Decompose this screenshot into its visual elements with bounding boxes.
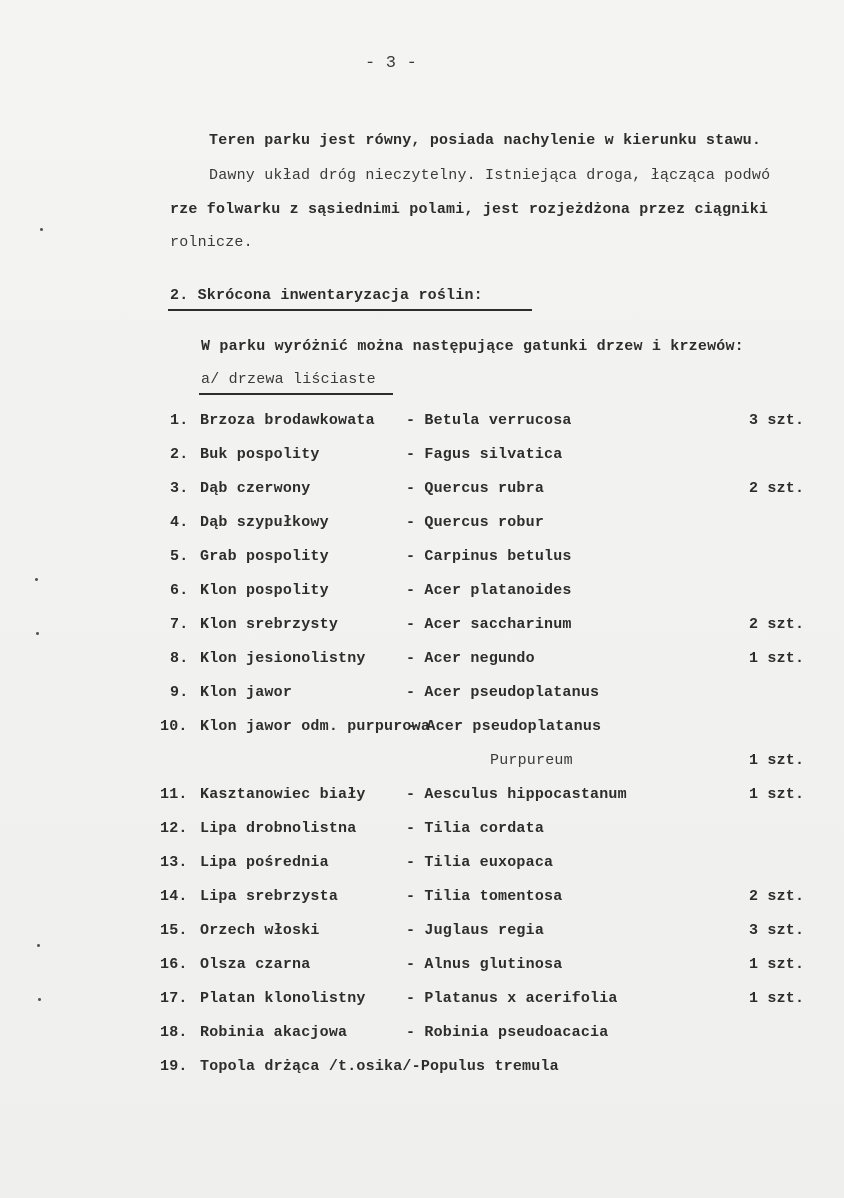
tree-polish-name: Kasztanowiec biały [200, 786, 366, 803]
tree-latin-name: - Juglaus regia [406, 922, 545, 939]
tree-number: 17. [160, 990, 188, 1007]
intro-line-4: rolnicze. [170, 234, 253, 251]
tree-polish-name: Olsza czarna [200, 956, 311, 973]
intro-line-3: rze folwarku z sąsiednimi polami, jest rozjeżdżona przez ciągniki [170, 201, 769, 218]
tree-latin-name-cont: Purpureum [490, 752, 573, 769]
tree-number: 2. [170, 446, 189, 463]
margin-speck [40, 228, 43, 231]
tree-number: 7. [170, 616, 189, 633]
tree-number: 13. [160, 854, 188, 871]
section-lead: W parku wyróżnić można następujące gatunki drzew i krzewów: [201, 338, 744, 355]
subheading-underline [199, 393, 393, 395]
tree-polish-name: Buk pospolity [200, 446, 320, 463]
tree-latin-name: - Acer pseudoplatanus [408, 718, 602, 735]
tree-polish-name: Klon pospolity [200, 582, 329, 599]
tree-polish-name: Lipa pośrednia [200, 854, 329, 871]
tree-polish-name: Grab pospolity [200, 548, 329, 565]
tree-latin-name: - Aesculus hippocastanum [406, 786, 627, 803]
tree-polish-name: Robinia akacjowa [200, 1024, 348, 1041]
tree-number: 9. [170, 684, 189, 701]
tree-latin-name: - Fagus silvatica [406, 446, 563, 463]
tree-number: 6. [170, 582, 189, 599]
tree-latin-name: - Acer pseudoplatanus [406, 684, 600, 701]
tree-number: 11. [160, 786, 188, 803]
intro-line-2: Dawny układ dróg nieczytelny. Istniejąca droga, łącząca podwó [209, 167, 771, 184]
tree-polish-name: Klon srebrzysty [200, 616, 339, 633]
tree-count: 1 szt. [749, 956, 805, 973]
tree-number: 10. [160, 718, 188, 735]
section-heading-underline [168, 309, 532, 311]
subheading: a/ drzewa liściaste [201, 371, 376, 388]
tree-latin-name: - Quercus rubra [406, 480, 545, 497]
tree-latin-name: - Quercus robur [406, 514, 545, 531]
tree-polish-name: Brzoza brodawkowata [200, 412, 375, 429]
tree-count: 1 szt. [749, 990, 805, 1007]
tree-number: 4. [170, 514, 189, 531]
tree-count: 1 szt. [749, 752, 805, 769]
tree-number: 19. [160, 1058, 188, 1075]
tree-latin-name: - Acer platanoides [406, 582, 572, 599]
tree-polish-name: Orzech włoski [200, 922, 320, 939]
tree-polish-name: Klon jesionolistny [200, 650, 366, 667]
tree-count: 1 szt. [749, 786, 805, 803]
tree-latin-name: - Carpinus betulus [406, 548, 572, 565]
tree-polish-name: Klon jawor [200, 684, 293, 701]
tree-polish-name: Lipa srebrzysta [200, 888, 339, 905]
tree-count: 1 szt. [749, 650, 805, 667]
tree-polish-name: Dąb czerwony [200, 480, 311, 497]
tree-latin-name: - Betula verrucosa [406, 412, 572, 429]
tree-number: 3. [170, 480, 189, 497]
tree-number: 14. [160, 888, 188, 905]
tree-count: 2 szt. [749, 616, 805, 633]
tree-latin-name: - Tilia tomentosa [406, 888, 563, 905]
tree-number: 8. [170, 650, 189, 667]
tree-number: 16. [160, 956, 188, 973]
tree-latin-name: - Robinia pseudoacacia [406, 1024, 609, 1041]
tree-polish-name: Platan klonolistny [200, 990, 366, 1007]
tree-number: 18. [160, 1024, 188, 1041]
tree-latin-name: - Acer negundo [406, 650, 535, 667]
tree-polish-name: Dąb szypułkowy [200, 514, 329, 531]
margin-speck [38, 998, 41, 1001]
margin-speck [36, 632, 39, 635]
tree-latin-name: - Acer saccharinum [406, 616, 572, 633]
tree-polish-name: Topola drżąca /t.osika/-Populus tremula [200, 1058, 559, 1075]
tree-number: 5. [170, 548, 189, 565]
tree-count: 3 szt. [749, 922, 805, 939]
tree-latin-name: - Platanus x acerifolia [406, 990, 618, 1007]
page-number: - 3 - [365, 54, 418, 73]
tree-count: 2 szt. [749, 480, 805, 497]
tree-number: 12. [160, 820, 188, 837]
tree-polish-name: Klon jawor odm. purpurowa [200, 718, 431, 735]
tree-polish-name: Lipa drobnolistna [200, 820, 357, 837]
tree-latin-name: - Tilia cordata [406, 820, 545, 837]
tree-number: 15. [160, 922, 188, 939]
section-heading: 2. Skrócona inwentaryzacja roślin: [170, 287, 483, 304]
tree-latin-name: - Tilia euxopaca [406, 854, 554, 871]
tree-count: 3 szt. [749, 412, 805, 429]
tree-latin-name: - Alnus glutinosa [406, 956, 563, 973]
tree-count: 2 szt. [749, 888, 805, 905]
margin-speck [35, 578, 38, 581]
margin-speck [37, 944, 40, 947]
intro-line-1: Teren parku jest równy, posiada nachylenie w kierunku stawu. [209, 132, 762, 149]
tree-number: 1. [170, 412, 189, 429]
